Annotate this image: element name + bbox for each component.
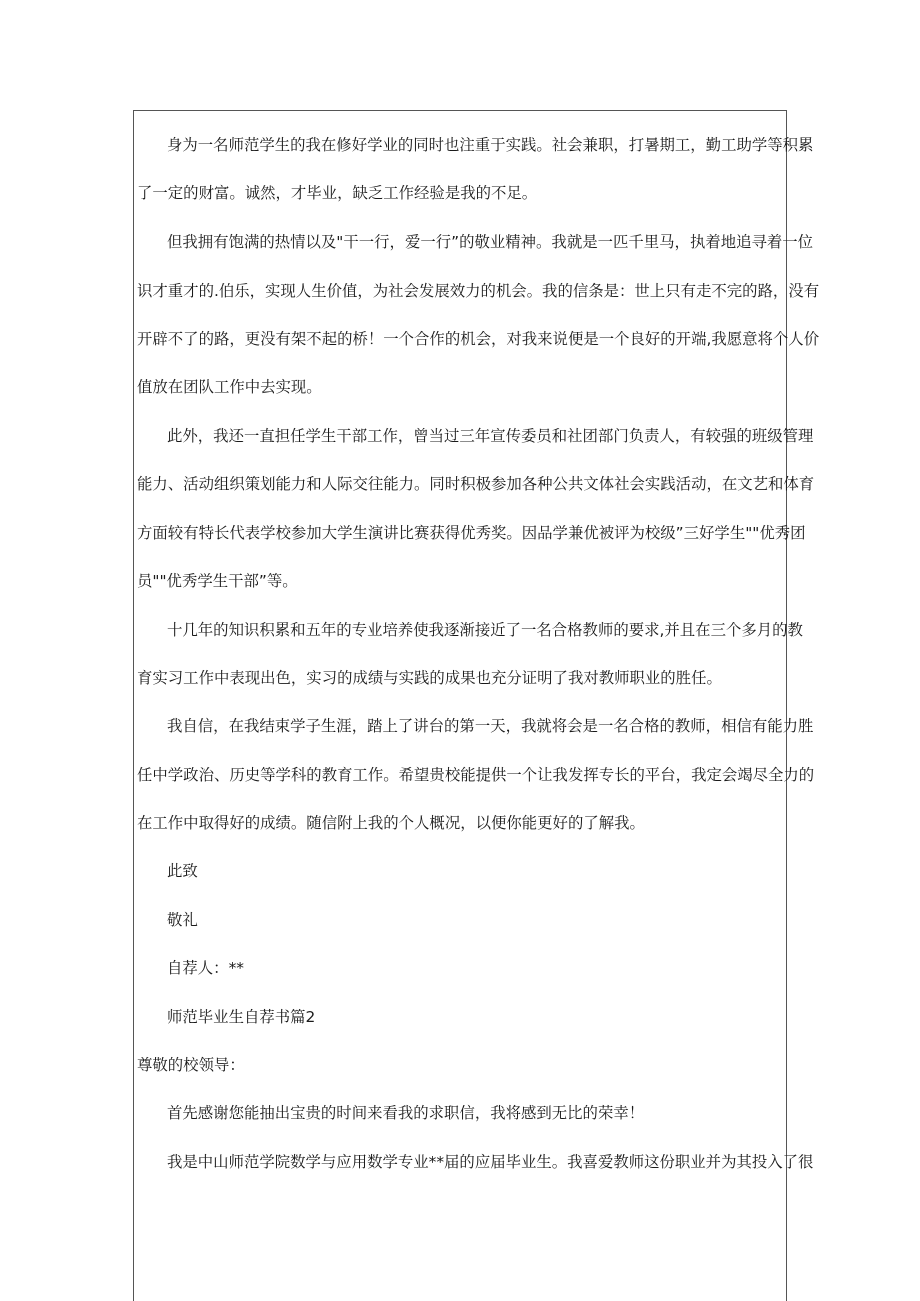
closing-line: 此致 (167, 862, 198, 880)
paragraph-line: 但我拥有饱满的热情以及"干一行，爱一行”的敬业精神。我就是一匹千里马，执着地追寻着一位 (167, 233, 814, 251)
paragraph-line: 识才重才的.伯乐，实现人生价值，为社会发展效力的机会。我的信条是：世上只有走不完的路，没有 (137, 282, 820, 300)
paragraph-line: 值放在团队工作中去实现。 (137, 378, 322, 396)
paragraph-line: 身为一名师范学生的我在修好学业的同时也注重于实践。社会兼职，打暑期工，勤工助学等积累 (167, 136, 814, 154)
paragraph-line: 我自信，在我结束学子生涯，踏上了讲台的第一天，我就将会是一名合格的教师，相信有能力胜 (167, 717, 814, 735)
signature-line: 自荐人：** (167, 959, 244, 977)
paragraph-line: 方面较有特长代表学校参加大学生演讲比赛获得优秀奖。因品学兼优被评为校级”三好学生""优秀团 (137, 524, 806, 542)
paragraph-line: 我是中山师范学院数学与应用数学专业**届的应届毕业生。我喜爱教师这份职业并为其投入了很 (167, 1153, 814, 1171)
paragraph-line: 了一定的财富。诚然，才毕业，缺乏工作经验是我的不足。 (137, 184, 538, 202)
paragraph-line: 此外，我还一直担任学生干部工作，曾当过三年宣传委员和社团部门负责人，有较强的班级管理 (167, 427, 814, 445)
paragraph-line: 员""优秀学生干部”等。 (137, 572, 298, 590)
paragraph-line: 首先感谢您能抽出宝贵的时间来看我的求职信，我将感到无比的荣幸！ (167, 1104, 645, 1122)
paragraph-line: 能力、活动组织策划能力和人际交往能力。同时积极参加各种公共文体社会实践活动，在文艺和体育 (137, 475, 815, 493)
paragraph-line: 开辟不了的路，更没有架不起的桥！一个合作的机会，对我来说便是一个良好的开端,我愿意将个人价 (137, 330, 820, 348)
section-title: 师范毕业生自荐书篇2 (167, 1008, 316, 1026)
paragraph-line: 育实习工作中表现出色，实习的成绩与实践的成果也充分证明了我对教师职业的胜任。 (137, 669, 722, 687)
paragraph-line: 十几年的知识积累和五年的专业培养使我逐渐接近了一名合格教师的要求,并且在三个多月的教 (167, 621, 803, 639)
closing-line: 敬礼 (167, 911, 198, 929)
paragraph-line: 任中学政治、历史等学科的教育工作。希望贵校能提供一个让我发挥专长的平台，我定会竭尽全力的 (137, 766, 815, 784)
paragraph-line: 在工作中取得好的成绩。随信附上我的个人概况，以便你能更好的了解我。 (137, 814, 645, 832)
salutation: 尊敬的校领导： (137, 1056, 245, 1074)
